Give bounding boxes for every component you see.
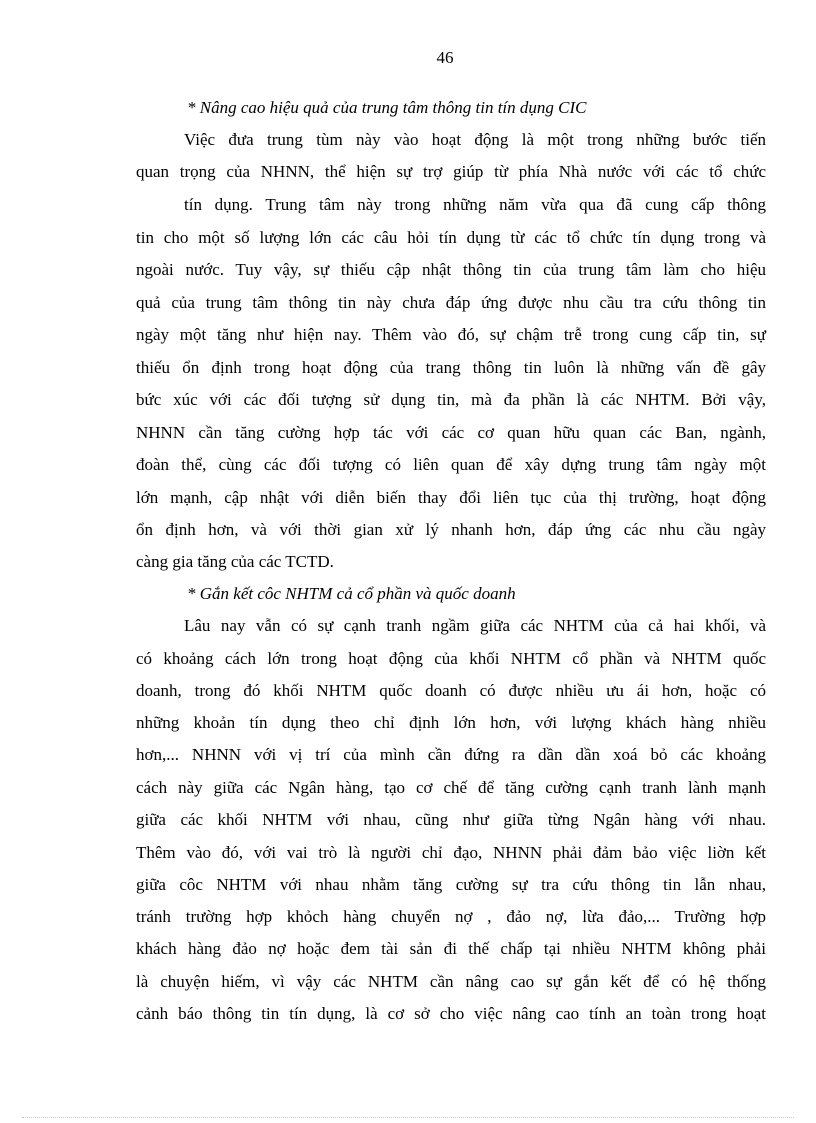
paragraph-line: khách hàng đảo nợ hoặc đem tài sản đi thế chấp tại nhiều NHTM không phải bbox=[136, 939, 766, 958]
paragraph-line: ngoài nước. Tuy vậy, sự thiếu cập nhật thông tin của trung tâm làm cho hiệu bbox=[136, 260, 766, 279]
paragraph-line: NHNN cần tăng cường hợp tác với các cơ quan hữu quan các Ban, ngành, bbox=[136, 423, 766, 442]
paragraph-line: cảnh báo thông tin tín dụng, là cơ sở cho việc nâng cao tính an toàn trong hoạt bbox=[136, 1004, 766, 1023]
paragraph-line: tin cho một số lượng lớn các câu hỏi tín dụng từ các tổ chức tín dụng trong và bbox=[136, 228, 766, 247]
paragraph-line: giữa côc NHTM với nhau nhằm tăng cường sự tra cứu thông tin lẫn nhau, bbox=[136, 875, 766, 894]
paragraph-line: quả của trung tâm thông tin này chưa đáp ứng được nhu cầu tra cứu thông tin bbox=[136, 293, 766, 312]
paragraph-line: ổn định hơn, và với thời gian xử lý nhanh hơn, đáp ứng các nhu cầu ngày bbox=[136, 520, 766, 539]
paragraph-line: là chuyện hiếm, vì vậy các NHTM cần nâng cao sự gắn kết để có hệ thống bbox=[136, 972, 766, 991]
paragraph-line: ngày một tăng như hiện nay. Thêm vào đó, sự chậm trễ trong cung cấp tin, sự bbox=[136, 325, 766, 344]
paragraph-line: những khoản tín dụng theo chỉ định lớn hơn, với lượng khách hàng nhiều bbox=[136, 713, 766, 732]
paragraph-line: đoàn thể, cùng các đối tượng có liên quan để xây dựng trung tâm ngày một bbox=[136, 455, 766, 474]
paragraph-line: doanh, trong đó khối NHTM quốc doanh có được nhiều ưu ái hơn, hoặc có bbox=[136, 681, 766, 700]
section-heading-cic: * Nâng cao hiệu quả của trung tâm thông tin tín dụng CIC bbox=[187, 98, 587, 117]
paragraph-line: tránh trường hợp khỏch hàng chuyển nợ , đảo nợ, lừa đảo,... Trường hợp bbox=[136, 907, 766, 926]
paragraph-line: cách này giữa các Ngân hàng, tạo cơ chế để tăng cường cạnh tranh lành mạnh bbox=[136, 778, 766, 797]
paragraph-line: quan trọng của NHNN, thể hiện sự trợ giúp từ phía Nhà nước với các tổ chức bbox=[136, 162, 766, 181]
page-bottom-divider bbox=[22, 1117, 794, 1118]
paragraph-line: bức xúc với các đối tượng sử dụng tin, mà đa phần là các NHTM. Bởi vậy, bbox=[136, 390, 766, 409]
paragraph-line: càng gia tăng của các TCTD. bbox=[136, 552, 334, 571]
paragraph-line: Thêm vào đó, với vai trò là người chỉ đạo, NHNN phải đảm bảo việc liờn kết bbox=[136, 843, 766, 862]
section-heading-nhtm: * Gắn kết côc NHTM cả cổ phần và quốc doanh bbox=[187, 584, 516, 603]
paragraph-line: thiếu ổn định trong hoạt động của trang thông tin luôn là những vấn đề gây bbox=[136, 358, 766, 377]
paragraph-line: hơn,... NHNN với vị trí của mình cần đứng ra dần dần xoá bỏ các khoảng bbox=[136, 745, 766, 764]
paragraph-line: Lâu nay vẫn có sự cạnh tranh ngầm giữa các NHTM của cả hai khối, và bbox=[184, 616, 766, 635]
paragraph-line: giữa các khối NHTM với nhau, cũng như giữa từng Ngân hàng với nhau. bbox=[136, 810, 766, 829]
paragraph-line: lớn mạnh, cập nhật với diễn biến thay đổi liên tục của thị trường, hoạt động bbox=[136, 488, 766, 507]
paragraph-line: tín dụng. Trung tâm này trong những năm vừa qua đã cung cấp thông bbox=[184, 195, 766, 214]
paragraph-line: Việc đưa trung tùm này vào hoạt động là một trong những bước tiến bbox=[184, 130, 766, 149]
paragraph-line: có khoảng cách lớn trong hoạt động của khối NHTM cổ phần và NHTM quốc bbox=[136, 649, 766, 668]
page-number: 46 bbox=[436, 48, 454, 67]
